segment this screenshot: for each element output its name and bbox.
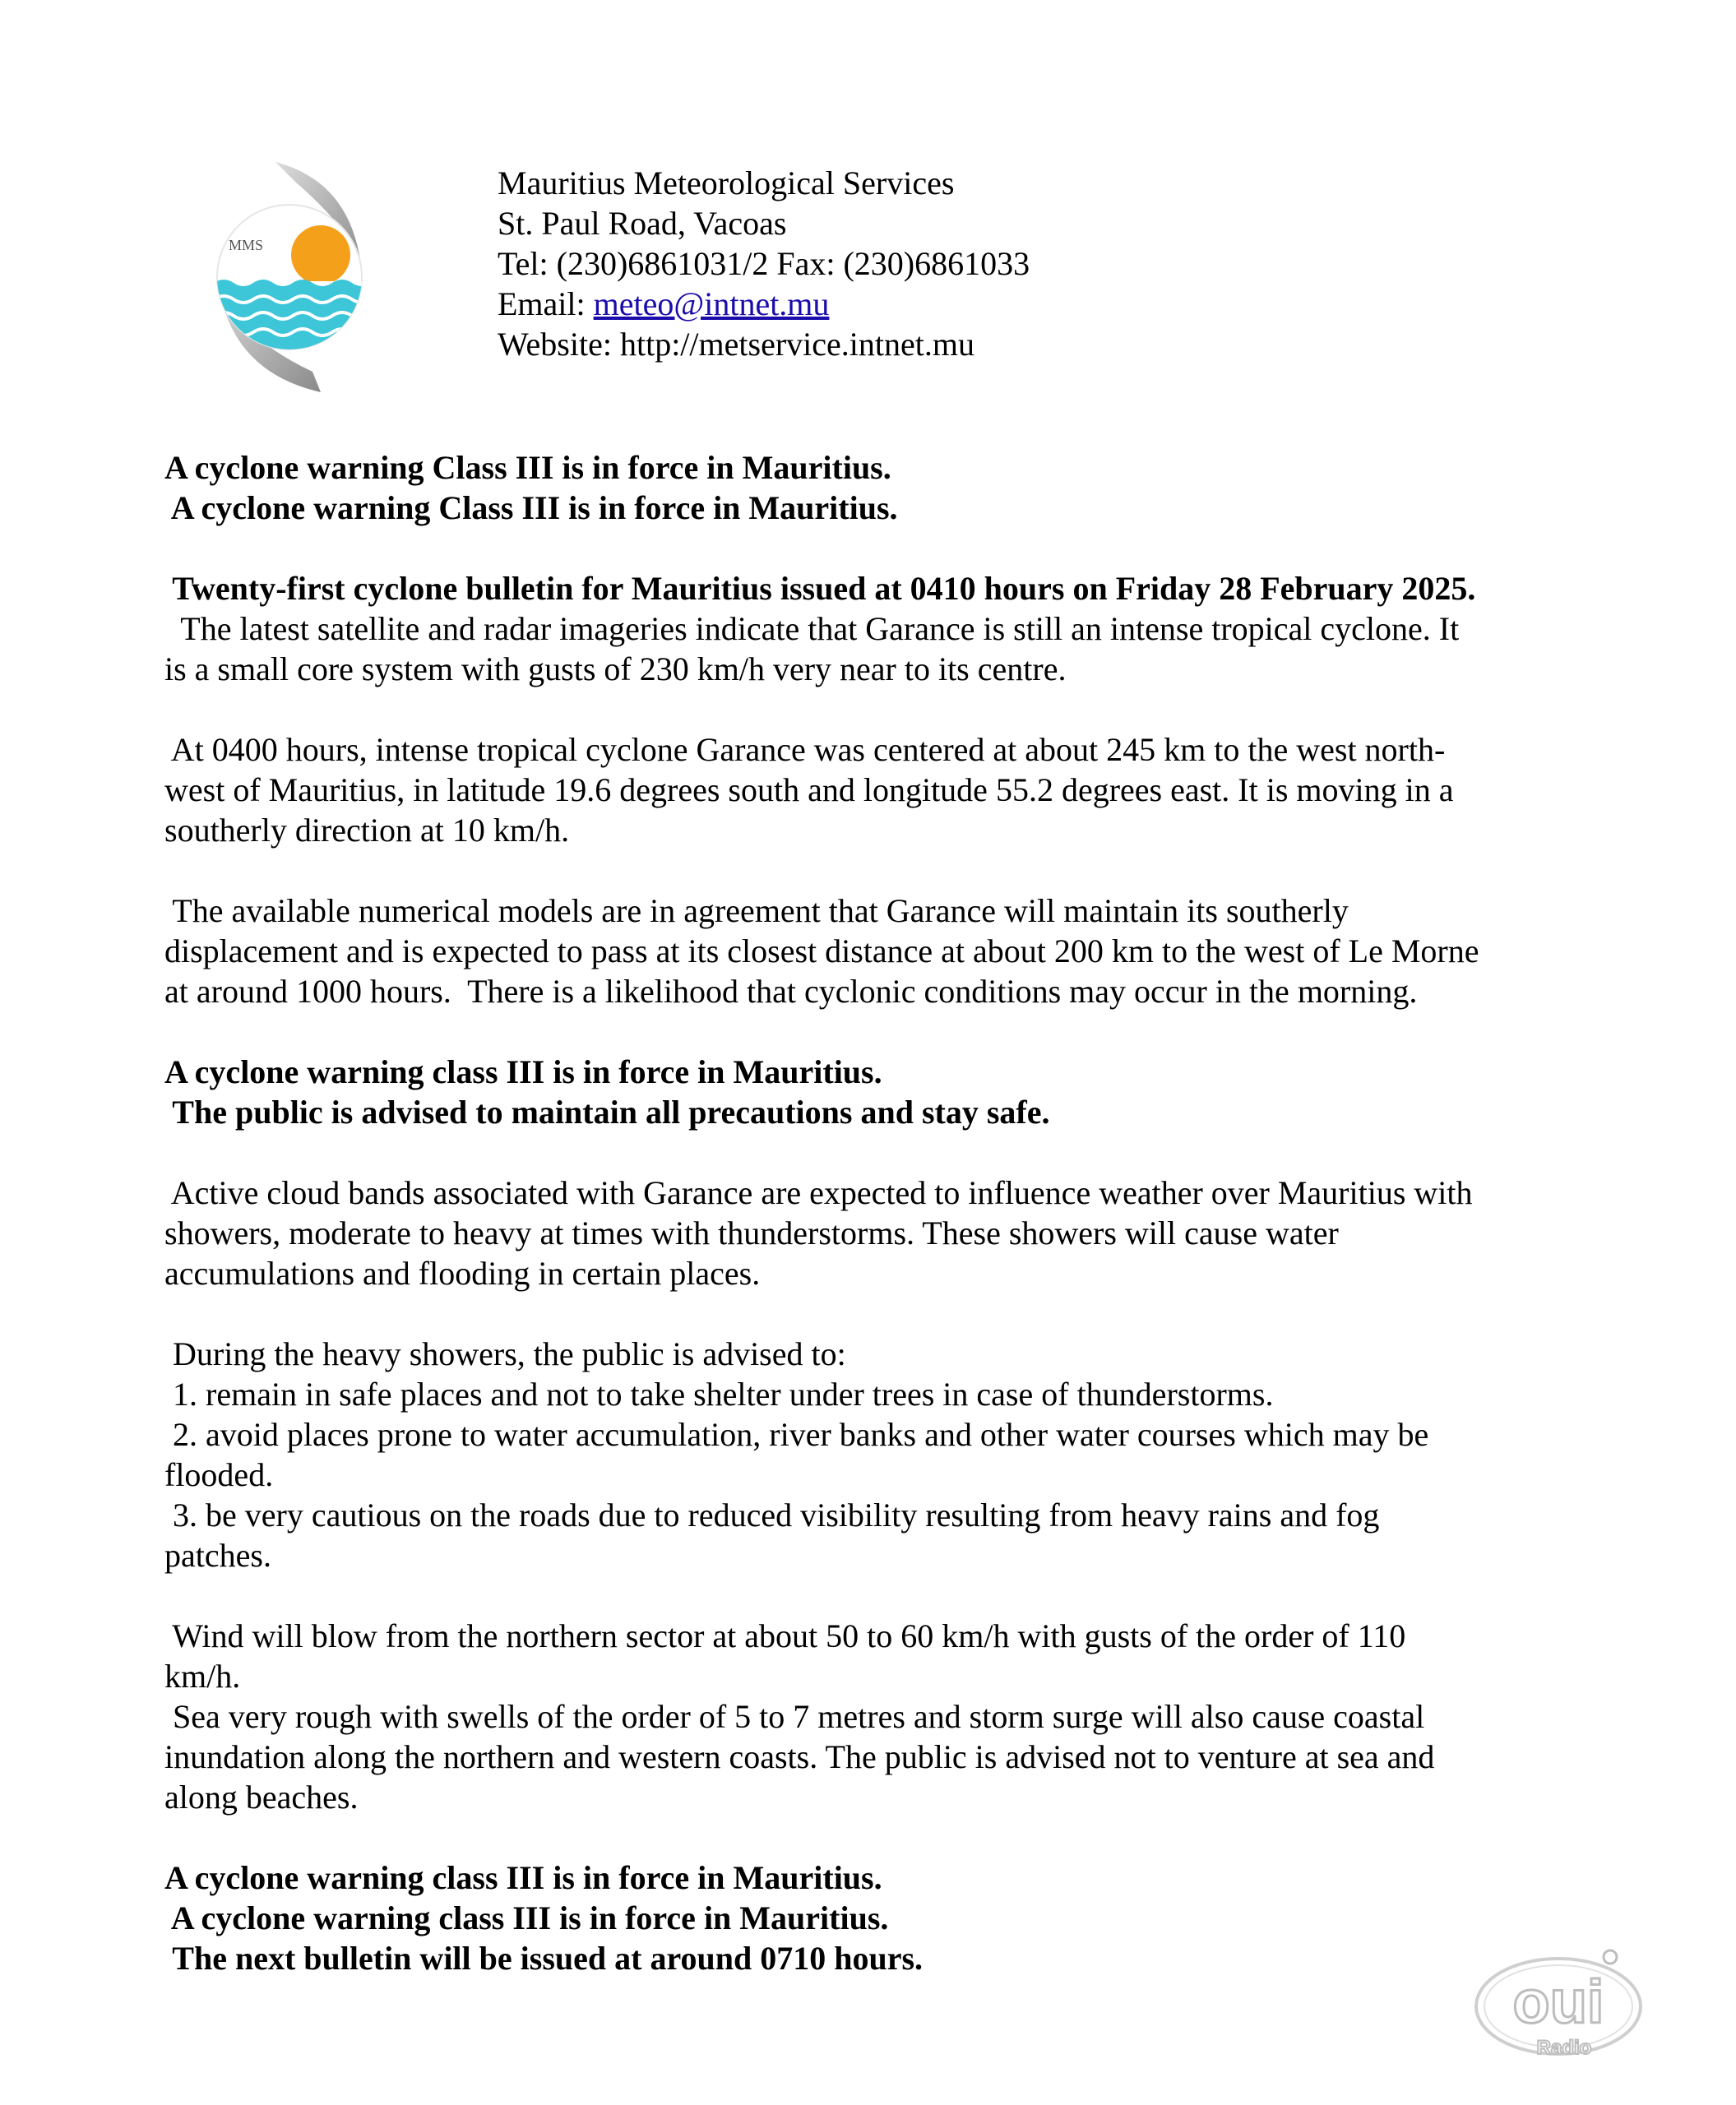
paragraph-3-line-2: displacement and is expected to pass at its closest distance at about 200 km to the west of Le Morne — [164, 932, 1479, 969]
paragraph-1-line-2: is a small core system with gusts of 230 km/h very near to its centre. — [164, 650, 1067, 687]
paragraph-5-line-1: During the heavy showers, the public is advised to: — [164, 1335, 846, 1372]
org-email-line — [498, 284, 1030, 324]
email-link[interactable]: meteo@intnet.mu — [593, 285, 830, 322]
org-address: St. Paul Road, Vacoas — [498, 205, 787, 242]
paragraph-6-line-4: inundation along the northern and western coasts. The public is advised not to venture at sea and — [164, 1738, 1435, 1775]
next-bulletin-line: The next bulletin will be issued at around 0710 hours. — [164, 1940, 924, 1977]
bulletin-body — [164, 447, 1579, 1978]
paragraph-5-line-5: 3. be very cautious on the roads due to reduced visibility resulting from heavy rains and fog — [164, 1497, 1380, 1534]
watermark-text-bottom: Radio — [1536, 2037, 1592, 2059]
org-phone-fax: Tel: (230)6861031/2 Fax: (230)6861033 — [498, 245, 1030, 282]
paragraph-2-line-2: west of Mauritius, in latitude 19.6 degrees south and longitude 55.2 degrees east. It is moving in a — [164, 771, 1454, 808]
public-advice-line: The public is advised to maintain all precautions and stay safe. — [164, 1094, 1050, 1131]
org-website: Website: http://metservice.intnet.mu — [498, 326, 974, 363]
paragraph-4-line-2: showers, moderate to heavy at times with thunderstorms. These showers will cause water — [164, 1214, 1339, 1251]
paragraph-6-line-3: Sea very rough with swells of the order of 5 to 7 metres and storm surge will also cause coastal — [164, 1698, 1425, 1735]
paragraph-4-line-3: accumulations and flooding in certain places. — [164, 1255, 761, 1292]
letterhead — [498, 163, 1030, 364]
warning-line-5: A cyclone warning class III is in force in Mauritius. — [164, 1899, 889, 1936]
paragraph-3-line-3: at around 1000 hours. There is a likelihood that cyclonic conditions may occur in the morning. — [164, 973, 1418, 1010]
paragraph-5-line-2: 1. remain in safe places and not to take shelter under trees in case of thunderstorms. — [164, 1376, 1274, 1413]
paragraph-4-line-1: Active cloud bands associated with Garance are expected to influence weather over Mauritius with — [164, 1174, 1473, 1211]
paragraph-6-line-2: km/h. — [164, 1658, 241, 1695]
warning-line-1: A cyclone warning Class III is in force in Mauritius. — [164, 449, 891, 486]
warning-line-4: A cyclone warning class III is in force in Mauritius. — [164, 1859, 882, 1896]
logo-text: MMS — [229, 237, 264, 253]
paragraph-2-line-3: southerly direction at 10 km/h. — [164, 812, 570, 849]
paragraph-5-line-3: 2. avoid places prone to water accumulation, river banks and other water courses which may be — [164, 1416, 1429, 1453]
paragraph-6-line-5: along beaches. — [164, 1779, 359, 1816]
paragraph-5-line-4: flooded. — [164, 1456, 274, 1493]
paragraph-1-line-1: The latest satellite and radar imageries indicate that Garance is still an intense tropical cyclone. It — [164, 610, 1460, 647]
paragraph-2-line-1: At 0400 hours, intense tropical cyclone Garance was centered at about 245 km to the west north- — [164, 731, 1446, 768]
org-name: Mauritius Meteorological Services — [498, 164, 955, 201]
mms-logo — [197, 158, 387, 396]
bulletin-title: Twenty-first cyclone bulletin for Mauritius issued at 0410 hours on Friday 28 February 2025. — [164, 570, 1476, 607]
warning-line-3: A cyclone warning class III is in force in Mauritius. — [164, 1053, 882, 1090]
paragraph-5-line-6: patches. — [164, 1537, 271, 1574]
paragraph-6-line-1: Wind will blow from the northern sector at about 50 to 60 km/h with gusts of the order of 110 — [164, 1617, 1406, 1654]
paragraph-3-line-1: The available numerical models are in agreement that Garance will maintain its southerly — [164, 892, 1349, 929]
email-label: Email: — [498, 285, 594, 322]
watermark-text-top: oui — [1512, 1968, 1604, 2036]
radio-watermark-logo — [1472, 1941, 1653, 2064]
warning-line-2: A cyclone warning Class III is in force in Mauritius. — [164, 489, 898, 526]
